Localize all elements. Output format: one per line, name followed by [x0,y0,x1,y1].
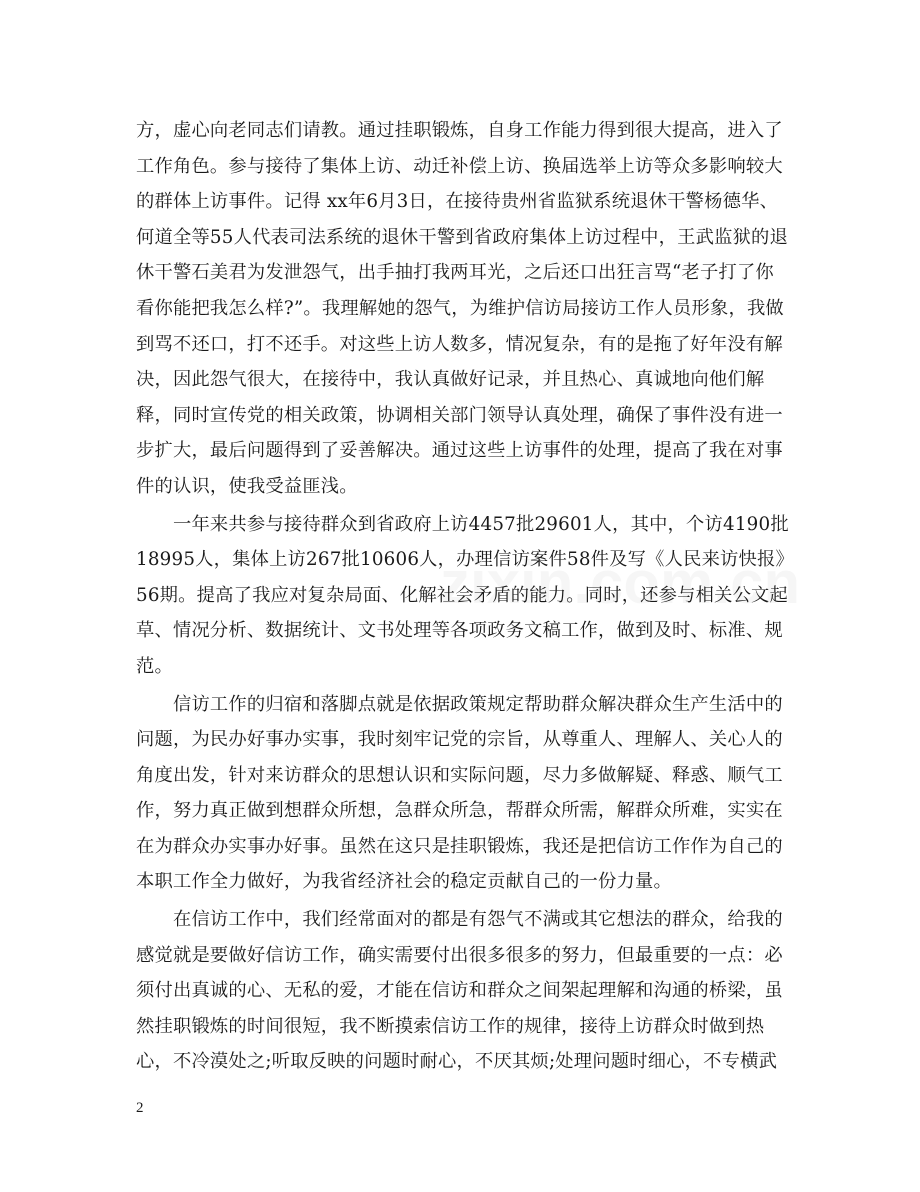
text-line: 18995人，集体上访267批10606人，办理信访案件58件及写《人民来访快报》 [136,549,794,571]
paragraph-start-line: 信访工作的归宿和落脚点就是依据政策规定帮助群众解决群众生产生活中的 [136,693,783,715]
text-line: 本职工作全力做好，为我省经济社会的稳定贡献自己的一份力量。 [136,871,672,893]
text-line: 心，不冷漠处之;听取反映的问题时耐心，不厌其烦;处理问题时细心，不专横武 [136,1051,778,1073]
text-line: 角度出发，针对来访群众的思想认识和实际问题，尽力多做解疑、释惑、顺气工 [136,764,783,786]
text-line: 件的认识，使我受益匪浅。 [136,475,358,497]
text-line: 方，虚心向老同志们请教。通过挂职锻炼，自身工作能力得到很大提高，进入了 [136,120,783,141]
paragraph-start-line: 在信访工作中，我们经常面对的都是有怨气不满或其它想法的群众，给我的 [136,909,783,931]
text-line: 草、情况分析、数据统计、文书处理等各项政务文稿工作，做到及时、标准、规 [136,620,783,642]
text-line: 何道全等55人代表司法系统的退休干警到省政府集体上访过程中，王武监狱的退 [136,226,789,248]
text-line: 看你能把我怎么样?”。我理解她的怨气，为维护信访局接访工作人员形象，我做 [136,297,784,319]
text-line: 感觉就是要做好信访工作，确实需要付出很多很多的努力，但最重要的一点：必 [136,944,783,966]
paragraph-start-line: 一年来共参与接待群众到省政府上访4457批29601人，其中，个访4190批 [136,513,789,535]
text-line: 范。 [136,655,173,677]
text-line: 须付出真诚的心、无私的爱，才能在信访和群众之间架起理解和沟通的桥梁，虽 [136,980,783,1002]
text-line: 然挂职锻炼的时间很短，我不断摸索信访工作的规律，接待上访群众时做到热 [136,1015,765,1037]
text-line: 释，同时宣传党的相关政策，协调相关部门领导认真处理，确保了事件没有进一 [136,404,783,426]
text-line: 决，因此怨气很大，在接待中，我认真做好记录，并且热心、真诚地向他们解 [136,369,765,391]
text-line: 问题，为民办好事办实事，我时刻牢记党的宗旨，从尊重人、理解人、关心人的 [136,729,783,751]
text-line: 休干警石美君为发泄怨气，出手抽打我两耳光，之后还口出狂言骂“老子打了你 [136,262,774,284]
text-line: 在为群众办实事办好事。虽然在这只是挂职锻炼，我还是把信访工作作为自己的 [136,835,783,857]
text-line: 56期。提高了我应对复杂局面、化解社会矛盾的能力。同时，还参与相关公文起 [136,584,789,606]
document-body [136,113,794,1080]
text-line: 作，努力真正做到想群众所想，急群众所急，帮群众所需，解群众所难，实实在 [136,800,783,822]
text-line: 的群体上访事件。记得 xx年6月3日，在接待贵州省监狱系统退休干警杨德华、 [136,191,779,213]
page-number: 2 [136,1100,144,1116]
text-line: 步扩大，最后问题得到了妥善解决。通过这些上访事件的处理，提高了我在对事 [136,440,783,462]
text-line: 到骂不还口，打不还手。对这些上访人数多，情况复杂，有的是拖了好年没有解 [136,333,783,355]
text-line: 工作角色。参与接待了集体上访、动迁补偿上访、换届选举上访等众多影响较大 [136,155,783,177]
